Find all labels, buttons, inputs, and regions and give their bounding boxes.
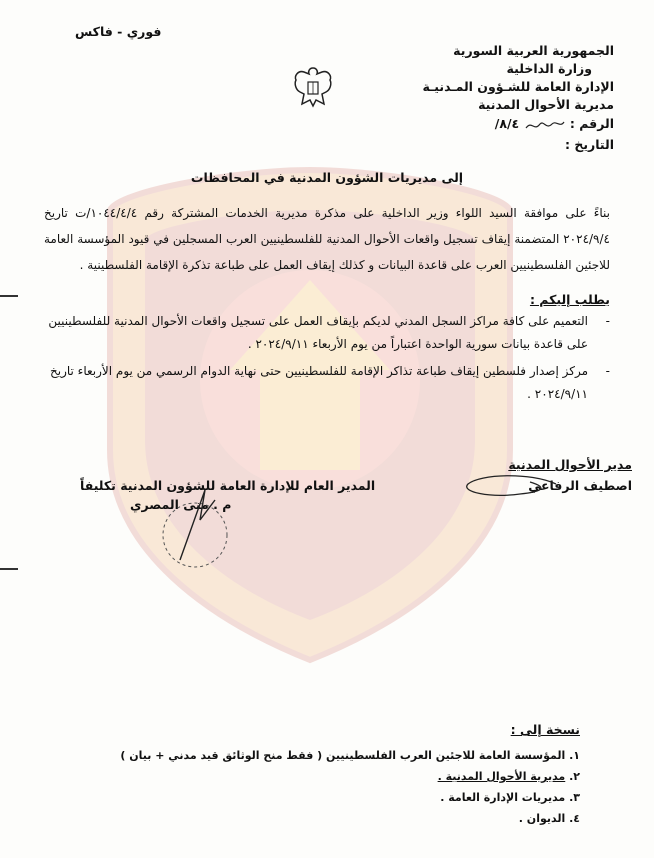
bullet-marker: - [605,364,610,378]
copies-heading: نسخة إلى : [510,722,580,737]
copies-item-number: ٤. [569,812,580,825]
copies-item-text: المؤسسة العامة للاجئين العرب الفلسطينيين ( فقط منح الوثائق قيد مدني + بيان ) [120,749,566,762]
copies-item [120,766,580,787]
copies-list [120,745,580,829]
org-line-republic: الجمهورية العربية السورية [453,43,614,58]
org-line-civil-status: مديرية الأحوال المدنية [478,97,614,112]
copies-item [120,808,580,829]
instruction-text: التعميم على كافة مراكز السجل المدني لديكم بإيقاف العمل على تسجيل واقعات الأحوال المدنية للفلسطينيين على قاعدة بيانات سورية الواحدة اعتباراً من يوم الأربعاء ٢٠٢٤/٩/١١ . [48,314,588,351]
org-header [394,42,614,114]
document-date [565,137,614,153]
copies-item-text: الديوان . [518,812,566,825]
copies-item [120,787,580,808]
reference-number-value: ٨/٤/ [494,116,520,131]
copies-item-number: ٣. [569,791,580,804]
copies-item-number: ٢. [569,770,580,783]
eagle-emblem-icon [290,64,336,110]
request-heading: يطلب إليكم : [529,292,610,307]
signature-left-title: المدير العام للإدارة العامة للشؤون المدنية تكليفاً [80,478,376,493]
copies-item-text: مديريات الإدارة العامة . [440,791,566,804]
org-line-ministry: وزارة الداخلية [506,61,592,76]
scan-mark [0,295,18,297]
official-stamp-icon [150,480,240,570]
signature-right-title: مدير الأحوال المدنية [508,457,632,472]
instruction-text: مركز إصدار فلسطين إيقاف طباعة تذاكر الإقامة للفلسطينيين حتى نهاية الدوام الرسمي من يوم الأربعاء تاريخ ٢٠٢٤/٩/١١ . [49,364,588,401]
reference-number [495,116,614,132]
signature-left-name: م . منى المصري [130,497,232,512]
reference-number-label: الرقم : [569,116,614,131]
addressee-line: إلى مديريات الشؤون المدنية في المحافظات [190,170,464,185]
body-paragraph: بناءً على موافقة السيد اللواء وزير الداخلية على مذكرة مديرية الخدمات المشتركة رقم ١٠٤٤/٤/٤/ت تاريخ ٢٠٢٤/٩/٤ المتضمنة إيقاف تسجيل واقعات الأحوال المدنية للفلسطينيين العرب المسجلين في قيود المؤسسة العامة للاجئين الفلسطينيين العرب على قاعدة البيانات و كذلك إيقاف العمل على طباعة تذكرة الإقامة الفلسطينية . [44,206,610,272]
bullet-marker: - [605,314,610,328]
instructions-list [44,310,610,406]
copies-item [120,745,580,766]
document-date-label: التاريخ : [564,137,614,152]
copies-item-number: ١. [569,749,580,762]
instruction-item [44,310,610,356]
scan-mark [0,568,18,570]
instruction-item [44,360,610,406]
handwritten-signature-right [460,470,560,500]
org-line-directorate-general: الإدارة العامة للشـؤون المـدنيـة [422,79,614,94]
urgency-label: فوري - فاكس [75,24,162,39]
signature-right-name: اصطيف الرفاعي [528,478,632,493]
handwritten-number-icon [524,118,566,132]
copies-item-text: مديرية الأحوال المدنية . [437,770,566,783]
